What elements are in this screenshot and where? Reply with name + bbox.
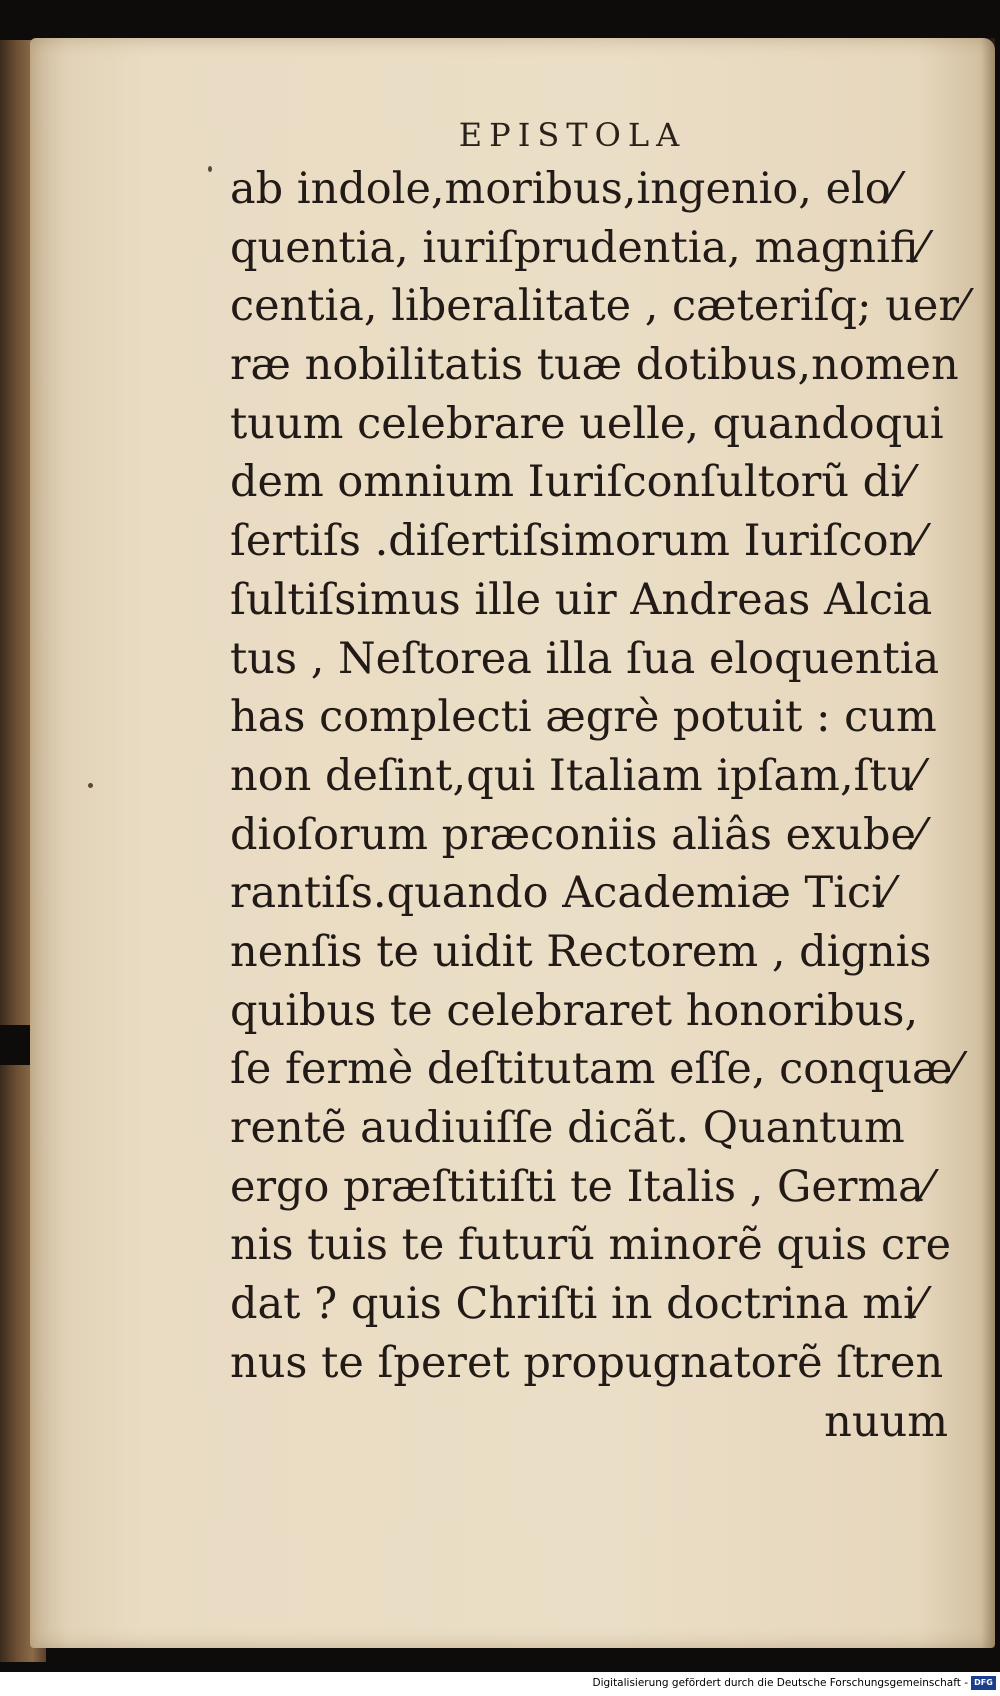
funding-credit: Digitalisierung gefördert durch die Deutsche Forschungsgemeinschaft - <box>592 1677 968 1689</box>
text-line: has complecti ægrè potuit : cum <box>230 692 937 743</box>
text-line: ſe fermè deſtitutam eſſe, conquæ⁄ <box>230 1044 960 1095</box>
text-line: non deſint,qui Italiam ipſam,ſtu⁄ <box>230 750 922 801</box>
text-line: nis tuis te futurũ minorẽ quis cre <box>230 1220 952 1271</box>
text-line: dem omnium Iuriſconſultorũ di⁄ <box>230 457 912 508</box>
text-line: dat ? quis Chriſti in doctrina mi⁄ <box>230 1279 924 1330</box>
text-line: nenſis te uidit Rectorem , dignis <box>230 926 932 977</box>
text-line: ſertiſs .diſertiſsimorum Iuriſcon⁄ <box>230 516 924 567</box>
paper-speck <box>208 166 212 172</box>
text-line: nus te ſperet propugnatorẽ ſtren <box>230 1337 944 1388</box>
text-line: tuum celebrare uelle, quandoqui <box>230 398 944 449</box>
text-line: centia, liberalitate , cæteriſq; uer⁄ <box>230 281 967 332</box>
text-line: ergo præſtitiſti te Italis , Germa⁄ <box>230 1161 931 1212</box>
catchword: nuum <box>824 1397 948 1447</box>
board-notch <box>0 1025 30 1065</box>
page-fore-edge <box>981 38 995 1648</box>
text-line: rantiſs.quando Academiæ Tici⁄ <box>230 868 893 919</box>
dfg-logo: DFG <box>971 1676 996 1690</box>
text-line: quibus te celebraret honoribus, <box>230 985 919 1036</box>
text-line: ræ nobilitatis tuæ dotibus,nomen <box>230 340 959 391</box>
running-head: EPISTOLA <box>458 116 687 154</box>
digitization-footer <box>0 1672 1000 1696</box>
paper-speck <box>88 783 93 788</box>
text-line: quentia, iuriſprudentia, magnifi⁄ <box>230 222 926 273</box>
text-line: dioſorum præconiis aliâs exube⁄ <box>230 809 924 860</box>
body-text <box>230 160 967 1392</box>
text-line: ab indole,moribus,ingenio, elo⁄ <box>230 164 898 214</box>
book-page <box>30 38 995 1648</box>
text-line: tus , Neſtorea illa ſua eloquentia <box>230 633 940 684</box>
text-line: rentẽ audiuiſſe dicãt. Quantum <box>230 1103 905 1153</box>
text-line: ſultiſsimus ille uir Andreas Alcia <box>230 574 933 625</box>
